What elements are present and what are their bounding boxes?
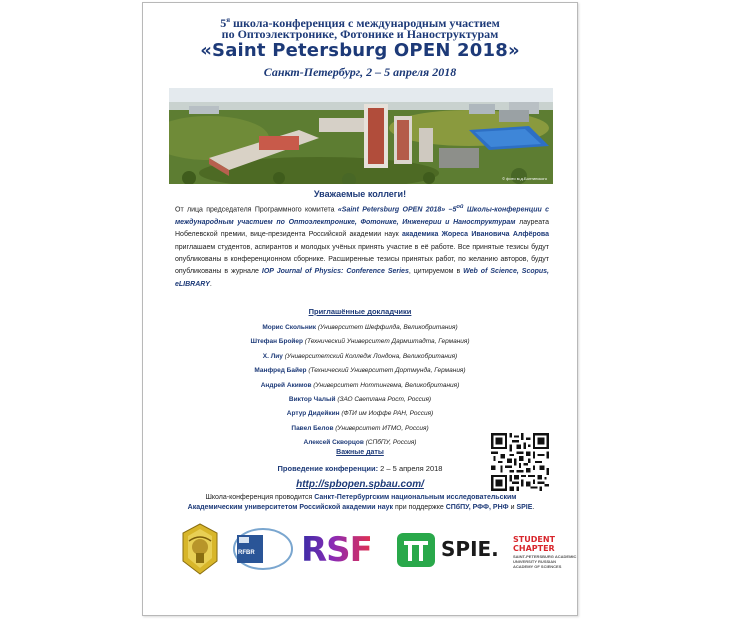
important-dates-heading: Важные даты	[336, 449, 384, 456]
speaker-item: Артур Дидейкин (ФТИ им Иоффе РАН, Россия)	[286, 410, 434, 418]
website-link[interactable]: http://spbopen.spbau.com/	[296, 479, 424, 490]
speaker-item: Алексей Скворцов (СПбПУ, Россия)	[303, 439, 417, 447]
organizer-note: Школа-конференция проводится Санкт-Петербургским национальным исследовательским Академическим университетом Российской академии наук при поддержке СПбПУ, РФФ, РНФ и SPIE.	[187, 494, 535, 511]
rfbr-label: RFBR	[238, 550, 255, 556]
speakers-list	[143, 321, 577, 451]
conference-poster	[142, 2, 578, 616]
conference-title: «Saint Petersburg OPEN 2018»	[200, 40, 520, 61]
intro-paragraph: От лица председателя Программного комитета «Saint Petersburg OPEN 2018» $-5^{ой}$ Школы-конференции с международным участием по Оптоэлектронике, Фотонике, Инженерии и Наноструктурам лауреата Нобелевской премии, вице-президента Российской академии наук академика Жореса Ивановича Алфёрова приглашаем студентов, аспирантов и молодых учёных принять участие в её работе. Все принятые тезисы будут опубликованы в конференционном сборнике. Расширенные тезисы принятых работ, по желанию авторов, будут опубликованы в журнале IOP Journal of Physics: Conference Series, цитируемом в Web of Science, Scopus, eLIBRARY.	[175, 204, 550, 288]
spie-logo: SPIE.	[441, 537, 499, 561]
speaker-item: Штефан Бройер (Технический Университет Дармштадта, Германия)	[250, 338, 470, 346]
speaker-item: Андрей Акимов (Университет Ноттингема, Великобритания)	[260, 381, 460, 389]
invited-speakers-heading: Приглашённые докладчики	[308, 307, 412, 316]
student-chapter-label: STUDENT CHAPTER	[513, 535, 555, 553]
student-chapter-sub: SAINT-PETERSBURG ACADEMIC UNIVERSITY RUSSIAN ACADEMY OF SCIENCES	[513, 554, 577, 569]
qr-code-icon	[491, 433, 549, 491]
academic-university-emblem-icon	[179, 523, 221, 575]
conference-dates: Проведение конференции: 2 – 5 апреля 2018	[277, 464, 443, 473]
header-line-1: $5^я$ школа-конференция с международным участием	[220, 16, 500, 30]
conference-place-dates: Санкт-Петербург, 2 – 5 апреля 2018	[263, 65, 457, 79]
greeting: Уважаемые коллеги!	[313, 189, 407, 199]
speaker-item: Х. Лиу (Университетский Колледж Лондона, Великобритания)	[262, 352, 458, 360]
campus-aerial-photo	[169, 88, 553, 184]
header-line-2: по Оптоэлектронике, Фотонике и Наноструктурам	[221, 27, 499, 41]
speaker-item: Павел Белов (Университет ИТМО, Россия)	[291, 424, 429, 432]
pi-logo-icon	[397, 533, 435, 567]
photo-credit: © фото м.д.Болтинского	[502, 176, 547, 181]
rfbr-logo-icon	[233, 527, 293, 571]
rsf-logo: RSF	[301, 530, 372, 570]
speaker-item: Виктор Чалый (ЗАО Светлана Рост, Россия)	[288, 395, 432, 403]
speaker-item: Морис Скольник (Университет Шеффилда, Великобритания)	[262, 324, 458, 331]
speaker-item: Манфред Байер (Технический Университет Дортмунда, Германия)	[254, 367, 466, 375]
